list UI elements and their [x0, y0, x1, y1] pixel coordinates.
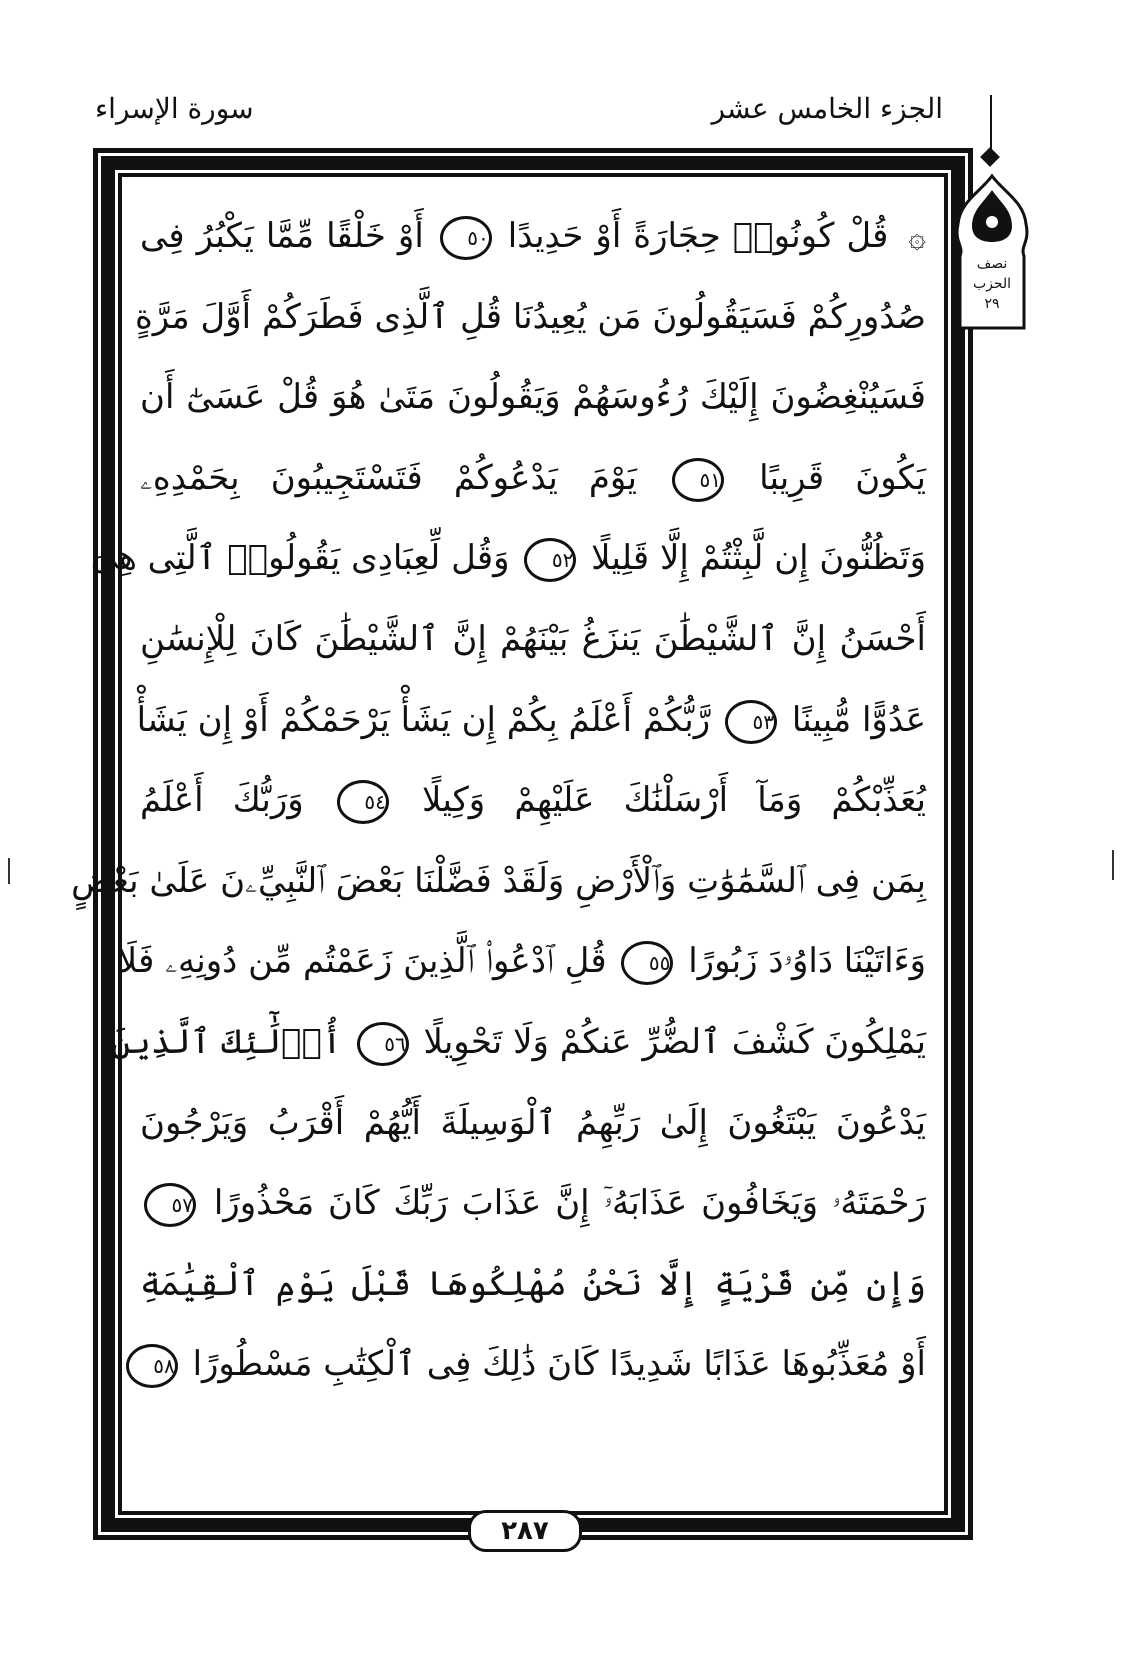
verse-line [140, 196, 926, 277]
ayah-number-marker: ٥٠ [440, 216, 492, 260]
hizb-label [956, 254, 1028, 314]
hizb-diamond-icon [980, 147, 1000, 167]
ayah-number-marker: ٥٣ [725, 700, 777, 744]
verse-line [140, 1244, 926, 1325]
verse-text: رَحْمَتَهُۥ وَيَخَافُونَ عَذَابَهُۥٓ إِنَّ عَذَابَ رَبِّكَ كَانَ مَحْذُورًا [213, 1183, 926, 1224]
verse-line [140, 1324, 926, 1405]
verse-text: يَكُونَ قَرِيبًا [759, 457, 927, 498]
verse-text: أُو۟لَٰٓئِكَ ٱلَّذِينَ [111, 1021, 342, 1062]
verse-text: قُلْ كُونُوا۟ حِجَارَةً أَوْ حَدِيدًا [507, 216, 889, 256]
verse-text: رَّبُّكُمْ أَعْلَمُ بِكُمْ إِن يَشَأْ يَرْحَمْكُمْ أَوْ إِن يَشَأْ [136, 699, 711, 740]
scan-mark [8, 858, 10, 884]
hizb-label-line1: نصف [976, 256, 1008, 272]
verse-text: بِمَن فِى ٱلسَّمَٰوَٰتِ وَٱلْأَرْضِ وَلَقَدْ فَضَّلْنَا بَعْضَ ٱلنَّبِيِّۦنَ عَلَىٰ بَعْضٍ [71, 860, 926, 901]
verse-text: فَسَيُنْغِضُونَ إِلَيْكَ رُءُوسَهُمْ وَيَقُولُونَ مَتَىٰ هُوَ قُلْ عَسَىٰٓ أَن [140, 377, 926, 418]
verse-line [134, 277, 926, 358]
verse-text: وَتَظُنُّونَ إِن لَّبِثْتُمْ إِلَّا قَلِيلًا [591, 538, 926, 579]
verse-line [136, 680, 926, 761]
verse-text: وَقُل لِّعِبَادِى يَقُولُوا۟ ٱلَّتِى هِىَ [90, 538, 510, 579]
verse-text: أَوْ خَلْقًا مِّمَّا يَكْبُرُ فِى [140, 216, 424, 256]
ayah-number-marker: ٥٦ [357, 1022, 409, 1066]
verse-line [90, 518, 926, 599]
ayah-number-marker: ٥٤ [337, 780, 389, 824]
verse-line [140, 1163, 926, 1244]
verse-text: يَدْعُونَ يَبْتَغُونَ إِلَىٰ رَبِّهِمُ ٱلْوَسِيلَةَ أَيُّهُمْ أَقْرَبُ وَيَرْجُونَ [140, 1102, 926, 1143]
verse-line [140, 357, 926, 438]
ayah-number-marker: ٥٧ [144, 1183, 196, 1227]
ayah-number-marker: ٥٥ [621, 941, 673, 985]
ayah-number-marker: ٥١ [672, 458, 724, 502]
verse-text: أَوْ مُعَذِّبُوهَا عَذَابًا شَدِيدًا كَانَ ذَٰلِكَ فِى ٱلْكِتَٰبِ مَسْطُورًا [192, 1344, 926, 1385]
page-number: ٢٨٧ [468, 1510, 582, 1552]
rub-el-hizb-icon: ۞ [908, 219, 926, 255]
hizb-label-line2: الحزب [972, 276, 1012, 292]
verse-text-block [71, 196, 927, 1496]
verse-line [71, 841, 926, 922]
juz-title: الجزء الخامس عشر [711, 92, 943, 125]
verse-text: وَرَبُّكَ أَعْلَمُ [140, 780, 304, 821]
verse-line [140, 599, 926, 680]
verse-text: يَوْمَ يَدْعُوكُمْ فَتَسْتَجِيبُونَ بِحَمْدِهِۦ [140, 457, 637, 498]
verse-text: يُعَذِّبْكُمْ وَمَآ أَرْسَلْنَٰكَ عَلَيْهِمْ وَكِيلًا [422, 780, 926, 821]
verse-text: وَإِن مِّن قَرْيَةٍ إِلَّا نَحْنُ مُهْلِكُوهَا قَبْلَ يَوْمِ ٱلْقِيَٰمَةِ [140, 1263, 926, 1304]
ayah-number-marker: ٥٢ [524, 538, 576, 582]
verse-line [140, 438, 926, 519]
scan-mark [1112, 850, 1114, 880]
verse-line [117, 921, 926, 1002]
surah-title: سورة الإسراء [95, 92, 254, 125]
verse-line [140, 760, 926, 841]
verse-text: أَحْسَنُ إِنَّ ٱلشَّيْطَٰنَ يَنزَغُ بَيْنَهُمْ إِنَّ ٱلشَّيْطَٰنَ كَانَ لِلْإِنسَٰنِ [140, 618, 926, 659]
verse-text: قُلِ ٱدْعُوا۟ ٱلَّذِينَ زَعَمْتُم مِّن دُونِهِۦ فَلَا [117, 941, 607, 982]
verse-line [111, 1002, 926, 1083]
hizb-label-line3: ٢٩ [984, 296, 1000, 312]
verse-line [140, 1083, 926, 1164]
verse-text: وَءَاتَيْنَا دَاوُۥدَ زَبُورًا [688, 941, 926, 982]
verse-text: صُدُورِكُمْ فَسَيَقُولُونَ مَن يُعِيدُنَا قُلِ ٱلَّذِى فَطَرَكُمْ أَوَّلَ مَرَّةٍ [134, 296, 926, 337]
verse-text: عَدُوًّا مُّبِينًا [791, 699, 926, 740]
ayah-number-marker: ٥٨ [126, 1344, 178, 1388]
verse-text: يَمْلِكُونَ كَشْفَ ٱلضُّرِّ عَنكُمْ وَلَا تَحْوِيلًا [423, 1021, 926, 1062]
